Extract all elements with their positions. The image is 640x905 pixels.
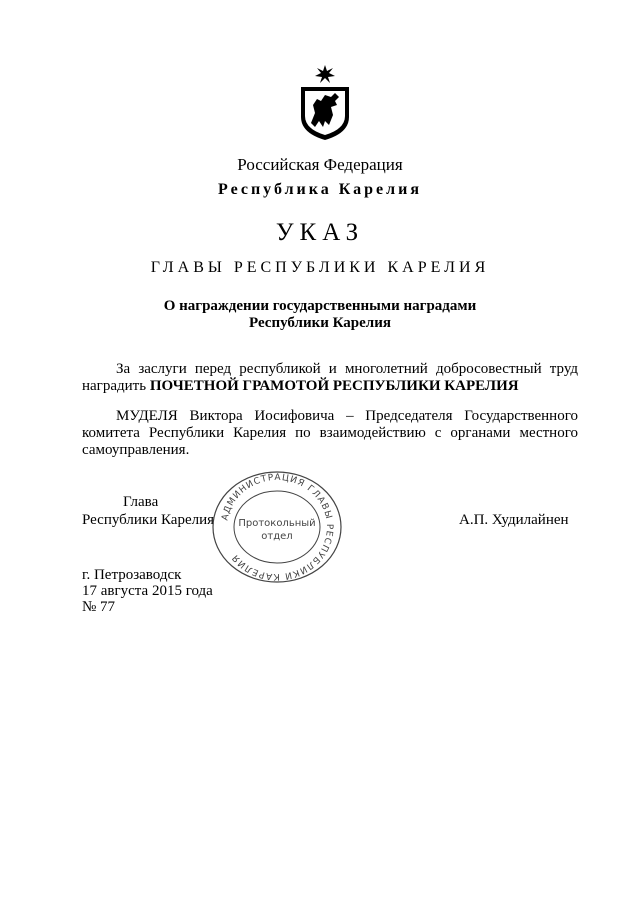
paragraph-2-line-3: самоуправления.: [82, 442, 190, 458]
issuer-line: ГЛАВЫ РЕСПУБЛИКИ КАРЕЛИЯ: [150, 259, 490, 276]
paragraph-1-line-1: За заслуги перед республикой и многолетний добросовестный труд: [116, 361, 578, 377]
signatory-post-line-2: Республики Карелия: [82, 512, 215, 528]
official-stamp-seal: [208, 468, 346, 586]
document-type: УКАЗ: [275, 219, 365, 246]
award-verb: наградить: [82, 378, 150, 394]
signatory-name: А.П. Худилайнен: [459, 512, 569, 528]
paragraph-1-line-2: [82, 378, 519, 395]
signatory-post-line-1: Глава: [123, 494, 159, 510]
paragraph-2-line-2: комитета Республики Карелия по взаимодействию с органами местного: [82, 425, 578, 441]
issue-date: 17 августа 2015 года: [82, 583, 213, 599]
subject-line-1: О награждении государственными наградами: [163, 298, 477, 314]
subject-line-2: Республики Карелия: [249, 315, 391, 331]
award-name: ПОЧЕТНОЙ ГРАМОТОЙ РЕСПУБЛИКИ КАРЕЛИЯ: [149, 378, 519, 394]
stamp-center-line-1: Протокольный: [238, 518, 316, 529]
country-name: Российская Федерация: [237, 155, 403, 174]
decree-number: № 77: [82, 599, 116, 615]
paragraph-2-line-1: МУДЕЛЯ Виктора Иосифовича – Председателя Государственного: [116, 408, 578, 424]
republic-name: Республика Карелия: [218, 181, 422, 198]
stamp-ring-text: АДМИНИСТРАЦИЯ ГЛАВЫ РЕСПУБЛИКИ КАРЕЛИЯ: [220, 472, 335, 582]
issue-city: г. Петрозаводск: [82, 567, 182, 583]
karelia-coat-of-arms-icon: [297, 65, 353, 141]
stamp-center-line-2: отдел: [261, 531, 293, 542]
